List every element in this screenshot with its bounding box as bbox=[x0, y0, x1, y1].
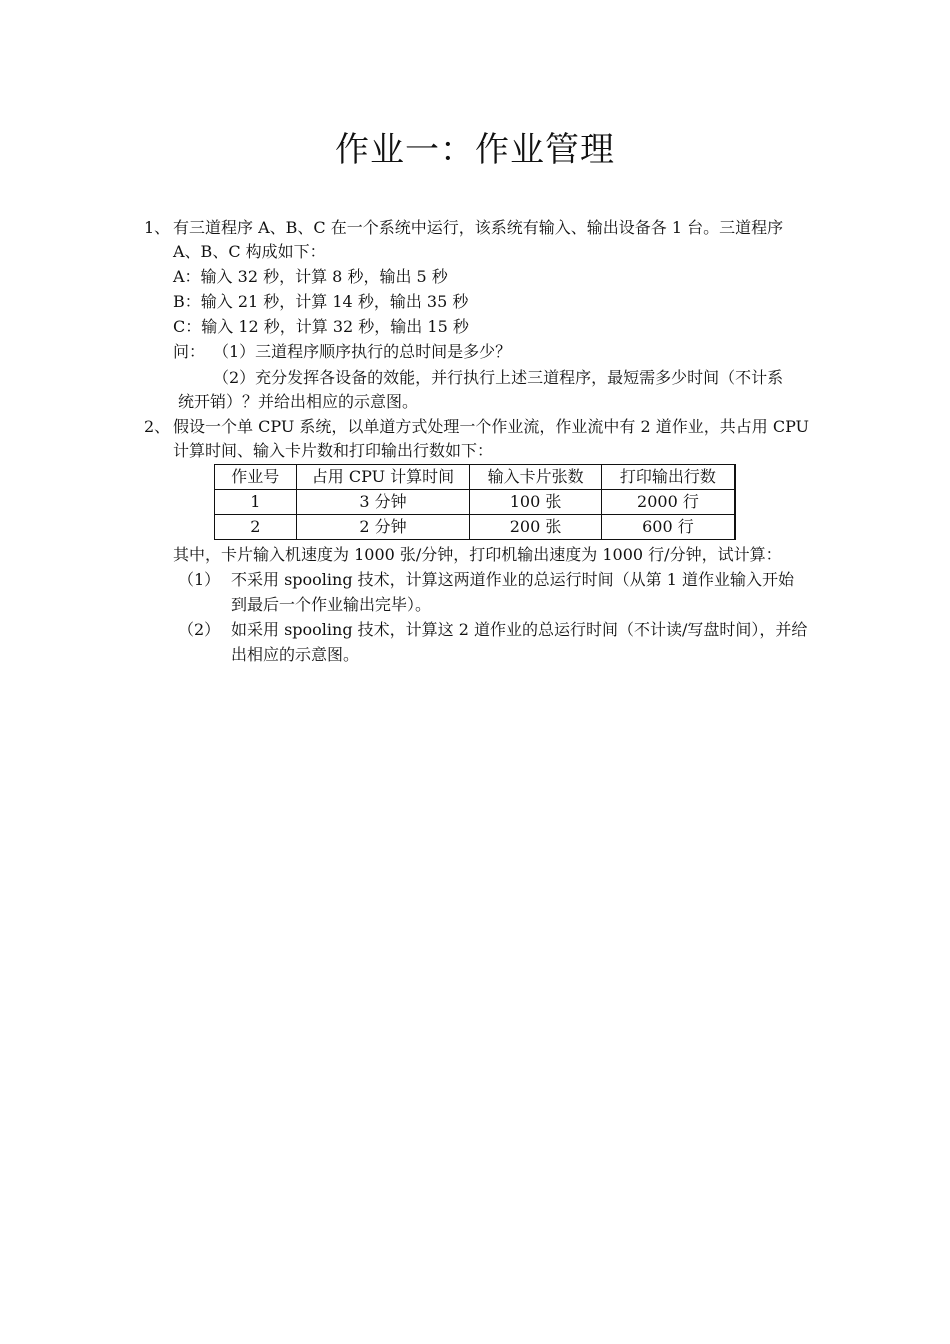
question-2-item-2-line-1: 如采用 spooling 技术，计算这 2 道作业的总运行时间（不计读/写盘时间），并给 bbox=[231, 620, 808, 639]
table-cell: 2 bbox=[215, 515, 297, 540]
ask-label: 问： bbox=[173, 342, 206, 361]
question-1-line-2: A、B、C 构成如下： bbox=[173, 242, 326, 261]
table-cell: 100 张 bbox=[470, 490, 602, 515]
table-header-cell: 占用 CPU 计算时间 bbox=[296, 465, 470, 490]
table-cell: 200 张 bbox=[470, 515, 602, 540]
table-row bbox=[215, 515, 736, 540]
question-2-line-2: 计算时间、输入卡片数和打印输出行数如下： bbox=[173, 441, 494, 460]
table-header-cell: 打印输出行数 bbox=[601, 465, 735, 490]
table-cell: 2 分钟 bbox=[296, 515, 470, 540]
table-cell: 600 行 bbox=[601, 515, 735, 540]
table-header-cell: 输入卡片张数 bbox=[470, 465, 602, 490]
question-1-sub-1: （1）三道程序顺序执行的总时间是多少？ bbox=[213, 342, 512, 361]
question-2-item-2-line-2: 出相应的示意图。 bbox=[231, 645, 360, 664]
question-2-after-table: 其中，卡片输入机速度为 1000 张/分钟，打印机输出速度为 1000 行/分钟，试计算： bbox=[173, 545, 782, 564]
table-row bbox=[215, 490, 736, 515]
table-header-row bbox=[215, 465, 736, 490]
table-cell: 3 分钟 bbox=[296, 490, 470, 515]
program-c-spec: C：输入 12 秒，计算 32 秒，输出 15 秒 bbox=[173, 317, 469, 336]
question-2-item-1-number: （1） bbox=[178, 570, 221, 589]
question-1-sub-2-line-1: （2）充分发挥各设备的效能，并行执行上述三道程序，最短需多少时间（不计系 bbox=[213, 368, 784, 387]
question-2-item-2-number: （2） bbox=[178, 620, 221, 639]
question-1-sub-2-line-2: 统开销）？并给出相应的示意图。 bbox=[178, 392, 419, 411]
table-header-cell: 作业号 bbox=[215, 465, 297, 490]
question-2-item-1-line-1: 不采用 spooling 技术，计算这两道作业的总运行时间（从第 1 道作业输入开始 bbox=[231, 570, 795, 589]
question-2-line-1: 假设一个单 CPU 系统，以单道方式处理一个作业流，作业流中有 2 道作业，共占用 CPU bbox=[173, 417, 810, 436]
question-1-number: 1、 bbox=[144, 218, 171, 237]
program-b-spec: B：输入 21 秒，计算 14 秒，输出 35 秒 bbox=[173, 292, 469, 311]
question-1-line-1: 有三道程序 A、B、C 在一个系统中运行，该系统有输入、输出设备各 1 台。三道程序 bbox=[173, 218, 784, 237]
page-title: 作业一：作业管理 bbox=[335, 130, 615, 170]
table-cell: 1 bbox=[215, 490, 297, 515]
table-cell: 2000 行 bbox=[601, 490, 735, 515]
question-2-number: 2、 bbox=[144, 417, 171, 436]
question-2-item-1-line-2: 到最后一个作业输出完毕）。 bbox=[231, 595, 432, 614]
program-a-spec: A：输入 32 秒，计算 8 秒，输出 5 秒 bbox=[173, 267, 448, 286]
jobs-table bbox=[214, 464, 736, 540]
